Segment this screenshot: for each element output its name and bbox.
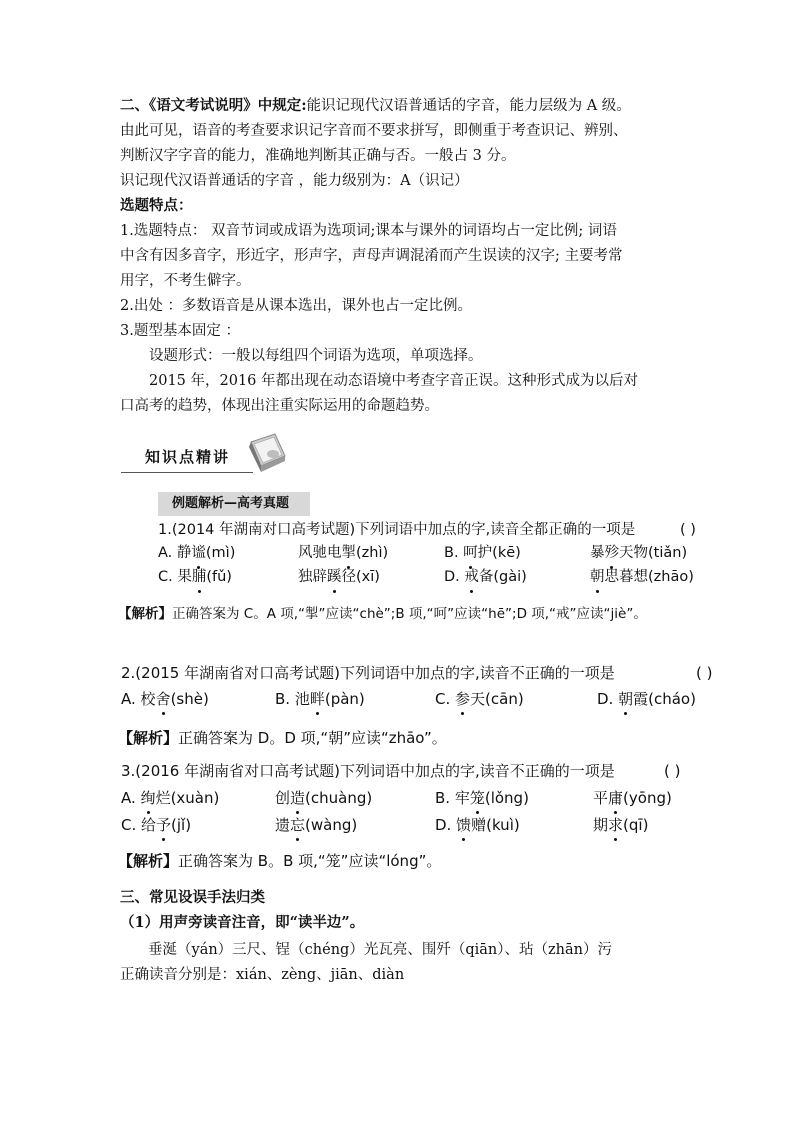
features-p2: 2.出处 ：多数语音是从课本选出，课外也占一定比例。 <box>120 298 472 314</box>
q1-option-d2: 朝思暮想(zhāo) <box>590 569 694 585</box>
q2-option-b: B. 池畔(pàn) <box>275 690 365 708</box>
book-icon <box>245 430 289 476</box>
q3-analysis-text: 正确答案为 B。B 项,“笼”应读“lóng”。 <box>178 852 442 870</box>
q3-analysis <box>118 851 441 871</box>
q1-paren: ( ) <box>680 522 696 538</box>
q3-options-row2 <box>121 815 721 837</box>
features-p5-line2: 口高考的趋势，体现出注重实际运用的命题趋势。 <box>120 398 439 414</box>
section2-line1-text: 能识记现代汉语普通话的字音，能力层级为 A 级。 <box>306 98 631 114</box>
q3-options-row1 <box>121 788 721 810</box>
q3-option-d1: D. 馈赠(kuì) <box>435 816 520 834</box>
q1-option-b1: B. 呵护(kē) <box>444 545 521 561</box>
q1-option-c2: 独辟蹊径(xī) <box>298 569 380 585</box>
q3-option-a2: 创造(chuàng) <box>275 789 373 807</box>
example-tag: 例题解析—高考真题 <box>158 492 310 516</box>
features-p3: 3.题型基本固定 ： <box>120 323 240 339</box>
q1-option-d1: D. 戒备(gài) <box>444 569 527 585</box>
features-p1-line2: 中含有因多音字，形近字，形声字，声母声调混淆而产生误读的汉字; 主要考常 <box>120 248 623 264</box>
section2-line4: 识记现代汉语普通话的字音 ，能力级别为：A（识记） <box>120 173 469 189</box>
q3-stem: 3.(2016 年湖南省对口高考试题)下列词语中加点的字,读音不正确的一项是 <box>121 762 615 780</box>
section3-title: 三、常见设误手法归类 <box>120 889 265 906</box>
q2-stem: 2.(2015 年湖南省对口高考试题)下列词语中加点的字,读音不正确的一项是 <box>121 664 615 682</box>
features-p1-line3: 用字，不考生僻字。 <box>120 273 251 289</box>
q3-option-d2: 期求(qī) <box>593 816 649 834</box>
q1-stem: 1.(2014 年湖南对口高考试题)下列词语中加点的字,读音全都正确的一项是 <box>158 522 636 538</box>
q2-analysis <box>118 728 447 748</box>
features-p1-line1: 1.选题特点： 双音节词或成语为选项词;课本与课外的词语均占一定比例; 词语 <box>120 223 617 239</box>
q3-option-b2: 平庸(yōng) <box>593 789 672 807</box>
q1-analysis <box>118 604 647 624</box>
banner-underline <box>121 472 253 473</box>
q3-option-a1: A. 绚烂(xuàn) <box>121 789 220 807</box>
q2-analysis-label: 【解析】 <box>118 729 179 747</box>
features-p5-line1: 2015 年，2016 年都出现在动态语境中考查字音正误。这种形式成为以后对 <box>149 373 639 389</box>
knowledge-banner <box>121 440 263 474</box>
section2-line1 <box>120 96 631 116</box>
q3-analysis-label: 【解析】 <box>118 852 179 870</box>
section2-line3: 判断汉字字音的能力，准确地判断其正确与否。一般占 3 分。 <box>120 148 516 164</box>
q2-option-c: C. 参天(cān) <box>435 690 524 708</box>
q1-analysis-label: 【解析】 <box>118 606 172 622</box>
q1-option-a2: 风驰电掣(zhì) <box>298 545 389 561</box>
q2-paren: ( ) <box>696 664 713 682</box>
q1-options-row1 <box>158 543 718 565</box>
features-title: 选题特点： <box>120 197 193 214</box>
q1-option-a1: A. 静谧(mì) <box>158 545 236 561</box>
banner-label: 知识点精讲 <box>145 448 231 466</box>
q1-stem-row <box>158 520 635 540</box>
q3-paren: ( ) <box>664 762 681 780</box>
features-p4: 设题形式：一般以每组四个词语为选项，单项选择。 <box>149 348 483 364</box>
section2-title: 二、《语文考试说明》中规定: <box>120 97 307 114</box>
section3-line1: 垂涎（yán）三尺、锃（chéng）光瓦亮、围歼（qiān）、玷（zhān）污 <box>148 942 612 958</box>
q2-options <box>121 689 721 711</box>
section3-sub1: （1）用声旁读音注音，即“读半边”。 <box>120 914 365 931</box>
section3-line2: 正确读音分别是：xián、zèng、jiān、diàn <box>120 967 405 983</box>
q2-option-d: D. 朝霞(cháo) <box>597 690 696 708</box>
q2-option-a: A. 校舍(shè) <box>121 690 209 708</box>
q1-option-c1: C. 果脯(fǔ) <box>158 569 232 585</box>
q3-option-b1: B. 牢笼(lǒng) <box>435 789 529 807</box>
q3-option-c2: 遗忘(wàng) <box>275 816 358 834</box>
q3-option-c1: C. 给予(jǐ) <box>121 816 192 834</box>
q1-analysis-text: 正确答案为 C。A 项,“掣”应读“chè”;B 项,“呵”应读“hē”;D 项,“戒”应读“jiè”。 <box>172 606 647 622</box>
section2-line2: 由此可见，语音的考查要求识记字音而不要求拼写，即侧重于考查识记、辨别、 <box>120 123 628 139</box>
q2-analysis-text: 正确答案为 D。D 项,“朝”应读“zhāo”。 <box>178 729 447 747</box>
q1-options-row2 <box>158 567 718 589</box>
q1-option-b2: 暴殄天物(tiǎn) <box>590 545 688 561</box>
